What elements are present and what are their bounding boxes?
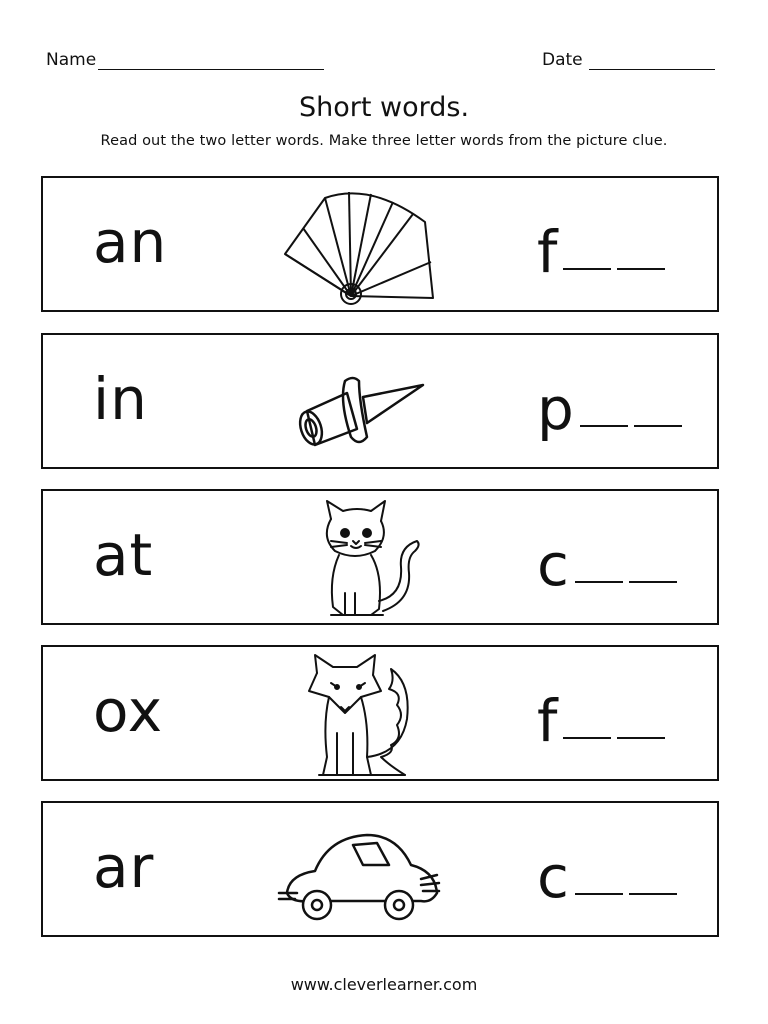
date-label: Date	[542, 50, 583, 70]
blank-2[interactable]	[617, 737, 665, 739]
date-input-line[interactable]	[589, 53, 715, 70]
exercise-row-3	[41, 489, 719, 625]
page-title: Short words.	[298, 92, 470, 123]
exercise-row-5	[41, 801, 719, 937]
blank-1[interactable]	[580, 425, 628, 427]
two-letter-word: ar	[93, 833, 155, 901]
answer-field[interactable]	[537, 681, 665, 755]
exercise-row-1	[41, 176, 719, 312]
two-letter-word: in	[93, 365, 148, 433]
two-letter-word: ox	[93, 677, 164, 745]
answer-field[interactable]	[537, 837, 677, 911]
exercise-row-2	[41, 333, 719, 469]
answer-field[interactable]	[537, 525, 677, 599]
first-letter: p	[537, 375, 574, 443]
cat-icon	[271, 497, 447, 621]
first-letter: c	[537, 531, 569, 599]
blank-1[interactable]	[563, 268, 611, 270]
first-letter: f	[537, 218, 558, 286]
blank-2[interactable]	[634, 425, 682, 427]
name-input-line[interactable]	[98, 53, 324, 70]
fan-icon	[271, 184, 447, 308]
name-field	[46, 50, 324, 70]
name-label: Name	[46, 50, 97, 70]
instructions: Read out the two letter words. Make three letter words from the picture clue.	[100, 133, 668, 149]
blank-2[interactable]	[629, 581, 677, 583]
blank-2[interactable]	[629, 893, 677, 895]
exercise-row-4	[41, 645, 719, 781]
date-field	[542, 50, 715, 70]
two-letter-word: at	[93, 521, 154, 589]
two-letter-word: an	[93, 208, 168, 276]
car-icon	[271, 809, 447, 933]
footer-url: www.cleverlearner.com	[290, 975, 478, 994]
answer-field[interactable]	[537, 369, 682, 443]
first-letter: f	[537, 687, 558, 755]
pin-icon	[271, 341, 447, 465]
blank-1[interactable]	[563, 737, 611, 739]
first-letter: c	[537, 843, 569, 911]
blank-1[interactable]	[575, 893, 623, 895]
blank-1[interactable]	[575, 581, 623, 583]
blank-2[interactable]	[617, 268, 665, 270]
answer-field[interactable]	[537, 212, 665, 286]
fox-icon	[271, 653, 447, 777]
